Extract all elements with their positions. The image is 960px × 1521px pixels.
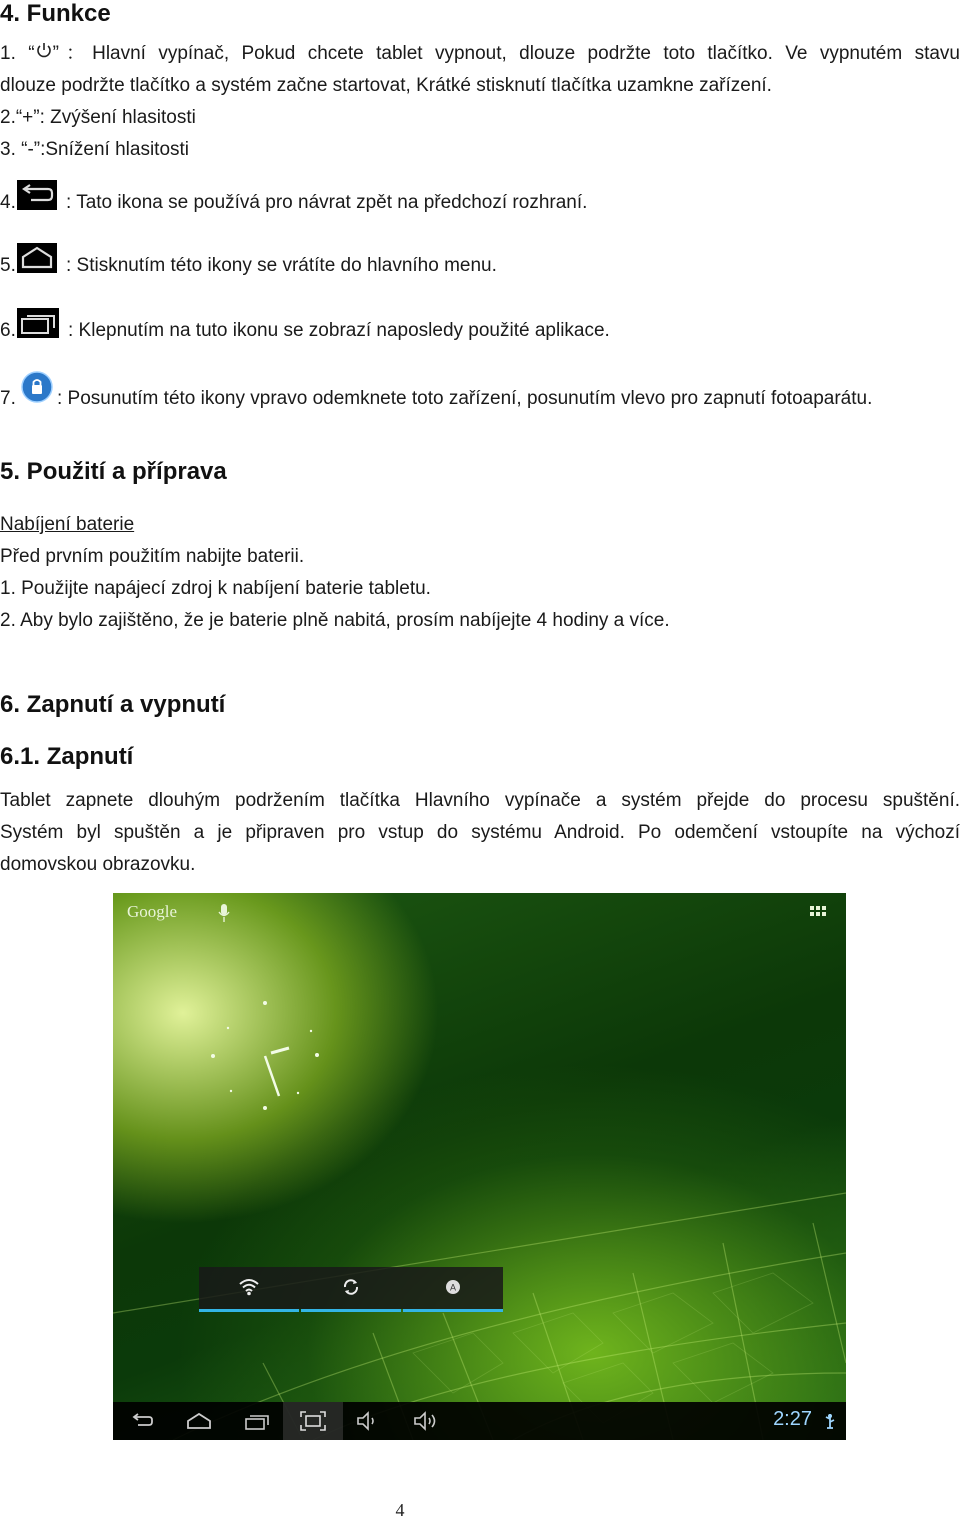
volume-down-button[interactable] [356, 1411, 380, 1436]
wifi-toggle[interactable] [199, 1267, 299, 1312]
subheading-power-on: 6.1. Zapnutí [0, 743, 134, 770]
all-apps-icon[interactable] [810, 906, 830, 925]
charging-line-1: Před prvním použitím nabijte baterii. [0, 546, 305, 567]
nav-home-button[interactable] [185, 1411, 213, 1436]
section-heading-functions: 4. Funkce [0, 0, 111, 27]
volume-up-icon [413, 1411, 441, 1436]
subheading-charging: Nabíjení baterie [0, 514, 135, 535]
volume-down-icon [356, 1411, 380, 1436]
tablet-home-screenshot [113, 893, 846, 1440]
page-number: 4 [395, 1500, 405, 1520]
item-4-text: : Tato ikona se používá pro návrat zpět na předchozí rozhraní. [66, 192, 588, 213]
svg-text:A: A [449, 1282, 457, 1293]
nav-screenshot-button[interactable] [283, 1402, 343, 1440]
paragraph-line-2: Systém byl spuštěn a je připraven pro vstup do systému Android. Po odemčení vstoupíte na výchozí [0, 822, 960, 843]
item-6-number: 6. [0, 320, 16, 341]
function-item-1 [0, 38, 960, 102]
function-item-3: 3. “-”:Snížení hlasitosti [0, 139, 190, 160]
auto-brightness-icon [445, 1279, 461, 1300]
lock-icon [20, 370, 54, 404]
paragraph-line-3: domovskou obrazovku. [0, 854, 196, 875]
item-1-prefix: 1. “ [0, 43, 35, 65]
function-item-2: 2.“+”: Zvýšení hlasitosti [0, 107, 196, 128]
rotate-toggle[interactable] [301, 1267, 401, 1312]
microphone-icon[interactable] [218, 903, 230, 928]
item-6-text: : Klepnutím na tuto ikonu se zobrazí naposledy použité aplikace. [68, 320, 610, 341]
item-5-number: 5. [0, 255, 16, 276]
charging-line-2: 1. Použijte napájecí zdroj k nabíjení baterie tabletu. [0, 578, 431, 599]
home-icon [17, 243, 57, 273]
quick-settings-widget [199, 1267, 503, 1309]
wifi-icon [239, 1278, 259, 1301]
leaf-wallpaper [113, 893, 846, 1440]
power-on-paragraph [0, 785, 960, 881]
item-7-number: 7. [0, 388, 16, 409]
section-heading-power: 6. Zapnutí a vypnutí [0, 691, 226, 718]
top-bar [113, 893, 846, 933]
back-icon [17, 180, 57, 210]
section-heading-usage: 5. Použití a příprava [0, 458, 227, 485]
recent-apps-icon [17, 308, 59, 338]
paragraph-line-1: Tablet zapnete dlouhým podržením tlačítka Hlavního vypínače a systém přejde do procesu spuštění. [0, 790, 960, 811]
nav-recent-button[interactable] [243, 1412, 271, 1437]
analog-clock-widget[interactable] [203, 993, 333, 1128]
screenshot-icon [300, 1411, 326, 1436]
brightness-toggle[interactable] [403, 1267, 503, 1312]
system-navigation-bar [113, 1402, 846, 1440]
item-5-text: : Stisknutím této ikony se vrátíte do hlavního menu. [66, 255, 497, 276]
item-1-line-2: dlouze podržte tlačítko a systém začne startovat, Krátké stisknutí tlačítka uzamkne zařízení. [0, 75, 772, 97]
auto-rotate-icon [342, 1278, 360, 1301]
usb-debug-icon [824, 1413, 836, 1436]
google-search-label[interactable]: Google [127, 902, 178, 921]
charging-line-3: 2. Aby bylo zajištěno, že je baterie plně nabitá, prosím nabíjejte 4 hodiny a více. [0, 610, 670, 631]
power-icon [35, 38, 53, 70]
status-time[interactable]: 2:27 [773, 1408, 812, 1430]
nav-back-button[interactable] [129, 1411, 155, 1436]
item-4-number: 4. [0, 192, 16, 213]
volume-up-button[interactable] [413, 1411, 441, 1436]
item-7-text: : Posunutím této ikony vpravo odemknete toto zařízení, posunutím vlevo pro zapnutí fotoaparátu. [57, 388, 873, 409]
item-1-text: ”：Hlavní vypínač, Pokud chcete tablet vypnout, dlouze podržte toto tlačítko. Ve vypnutém stavu [52, 43, 960, 65]
